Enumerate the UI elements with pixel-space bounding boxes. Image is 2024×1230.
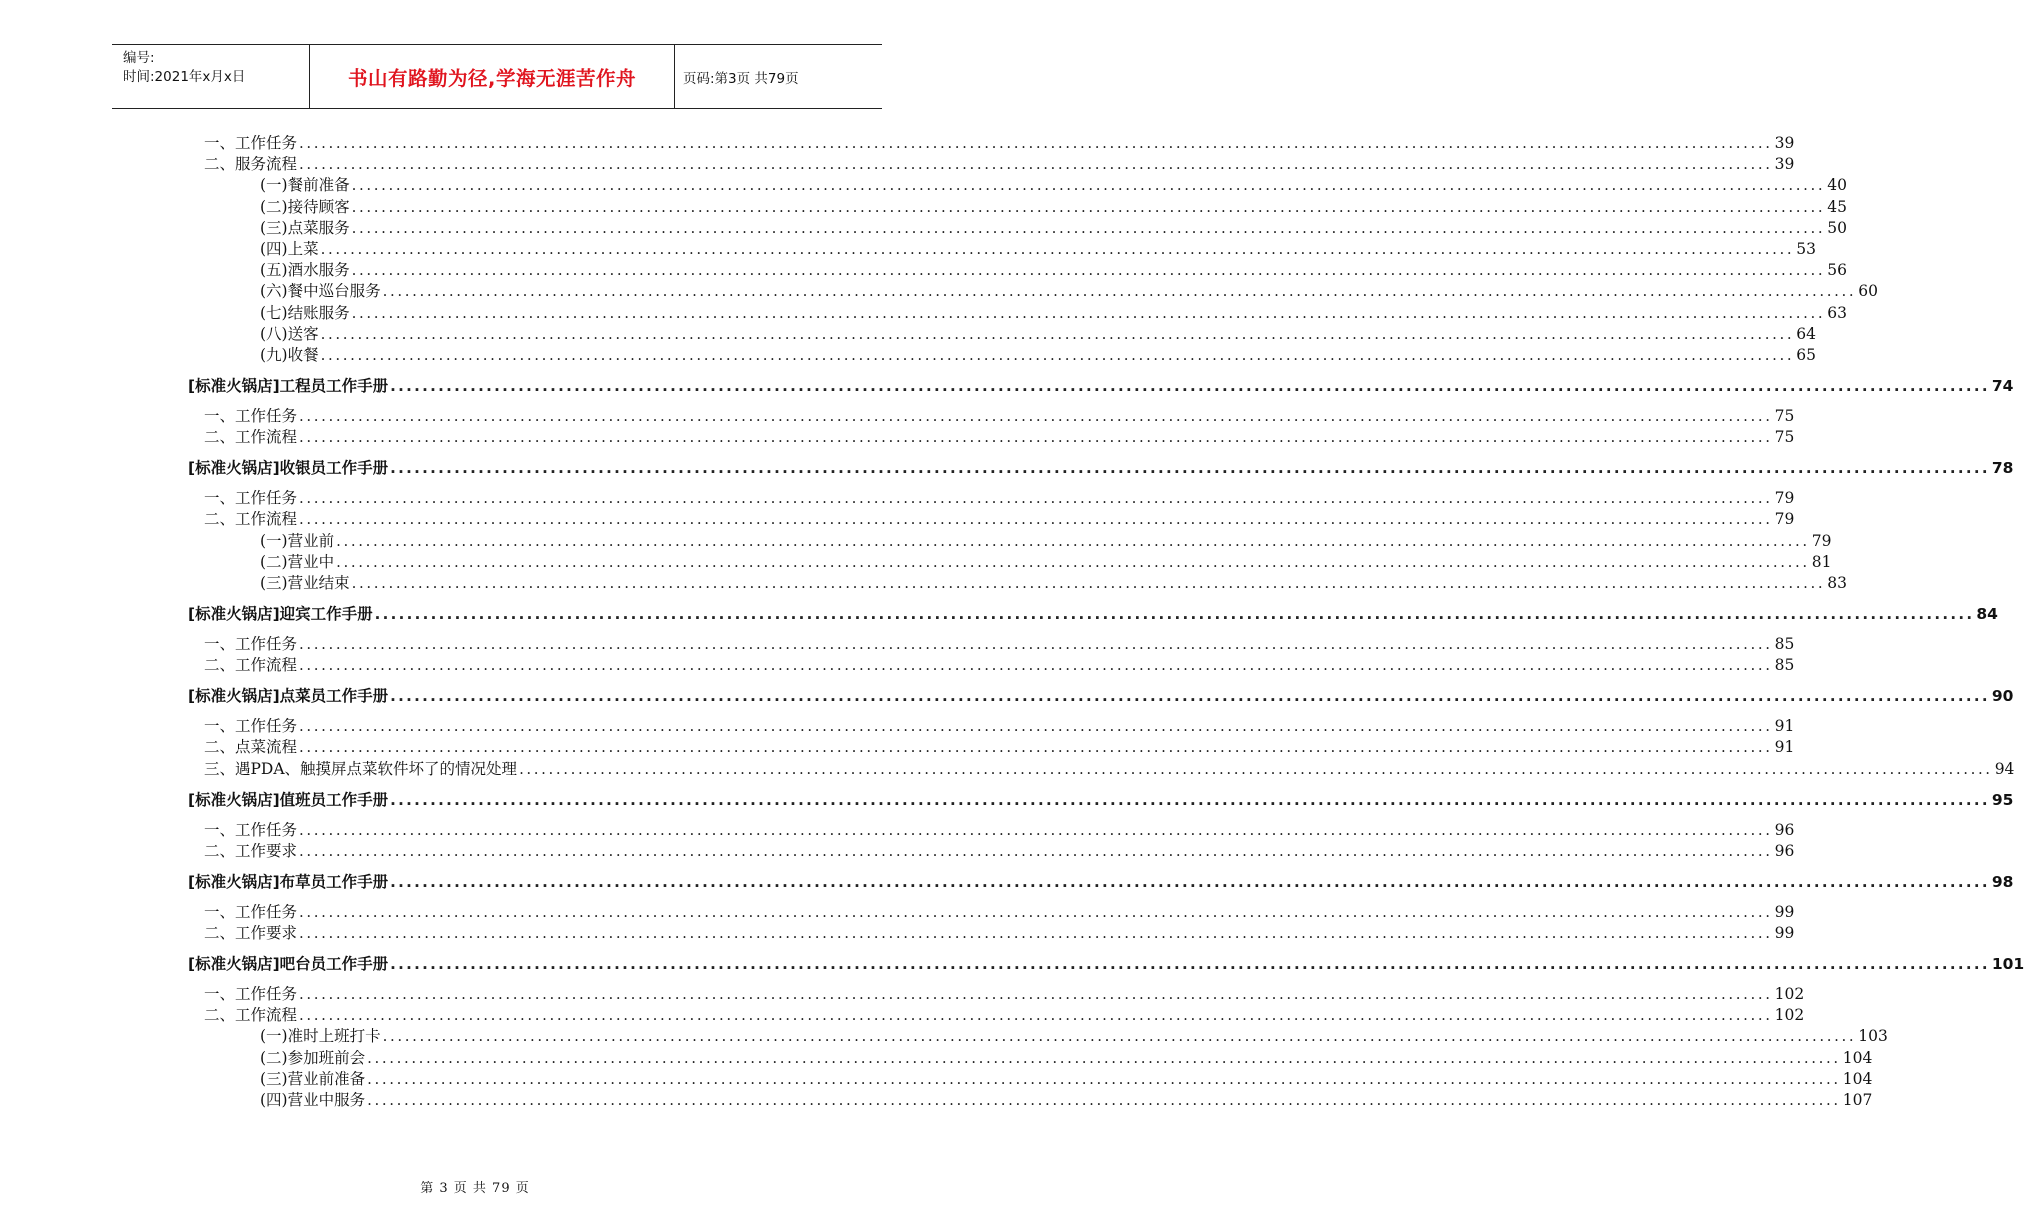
toc-section-entry[interactable] bbox=[188, 790, 2014, 810]
toc-entry[interactable] bbox=[204, 841, 1795, 861]
toc-entry-page: 99 bbox=[1774, 902, 1795, 921]
toc-entry-page: 96 bbox=[1774, 841, 1795, 860]
toc-leader-dots: ........................................................................................................................................................................................................ bbox=[299, 656, 1773, 675]
toc-leader-dots: ........................................................................................................................................................................................................ bbox=[390, 790, 1990, 809]
toc-entry-title: 一、工作任务 bbox=[204, 820, 298, 839]
toc-entry-page: 39 bbox=[1774, 155, 1795, 174]
toc-entry-page: 101 bbox=[1991, 955, 2024, 973]
toc-entry[interactable] bbox=[204, 655, 1795, 675]
toc-entry-title: (九)收餐 bbox=[260, 346, 319, 364]
toc-entry[interactable] bbox=[260, 303, 1847, 323]
toc-entry-title: (三)营业前准备 bbox=[260, 1069, 366, 1088]
toc-entry-page: 91 bbox=[1774, 717, 1795, 736]
toc-leader-dots: ........................................................................................................................................................................................................ bbox=[390, 687, 1990, 706]
toc-leader-dots: ........................................................................................................................................................................................................ bbox=[390, 459, 1990, 478]
toc-entry[interactable] bbox=[204, 759, 2015, 779]
toc-entry-title: (四)营业中服务 bbox=[260, 1091, 366, 1109]
toc-section-entry[interactable] bbox=[188, 376, 2014, 396]
toc-entry-title: 二、工作流程 bbox=[204, 1006, 298, 1025]
toc-entry-title: 一、工作任务 bbox=[204, 902, 298, 921]
toc-entry-page: 90 bbox=[1991, 687, 2014, 706]
toc-leader-dots: ........................................................................................................................................................................................................ bbox=[390, 377, 1990, 395]
toc-entry-page: 98 bbox=[1991, 872, 2014, 891]
toc-leader-dots: ........................................................................................................................................................................................................ bbox=[299, 985, 1773, 1003]
toc-entry-title: (三)点菜服务 bbox=[260, 218, 350, 237]
toc-leader-dots: ........................................................................................................................................................................................................ bbox=[299, 841, 1773, 860]
toc-entry-title: 一、工作任务 bbox=[204, 717, 298, 736]
toc-leader-dots: ........................................................................................................................................................................................................ bbox=[390, 955, 1990, 973]
toc-entry-title: (六)餐中巡台服务 bbox=[260, 282, 381, 301]
toc-entry[interactable] bbox=[204, 509, 1795, 529]
toc-entry-title: 二、点菜流程 bbox=[204, 738, 298, 757]
toc-leader-dots: ........................................................................................................................................................................................................ bbox=[351, 574, 1826, 592]
toc-entry-title: (四)上菜 bbox=[260, 240, 319, 258]
toc-leader-dots: ........................................................................................................................................................................................................ bbox=[299, 407, 1773, 425]
toc-entry-page: 104 bbox=[1842, 1069, 1873, 1088]
toc-entry-page: 39 bbox=[1774, 134, 1795, 152]
toc-entry-title: 二、工作要求 bbox=[204, 924, 298, 942]
toc-entry-page: 83 bbox=[1827, 574, 1847, 592]
toc-entry-page: 64 bbox=[1796, 324, 1816, 343]
toc-entry-page: 107 bbox=[1842, 1091, 1873, 1109]
page-footer: 第 3 页 共 79 页 bbox=[420, 1181, 530, 1196]
toc-entry-page: 50 bbox=[1827, 218, 1847, 237]
toc-entry-title: (一)营业前 bbox=[260, 531, 335, 550]
toc-entry-page: 102 bbox=[1774, 985, 1805, 1003]
toc-entry[interactable] bbox=[260, 345, 1816, 365]
toc-leader-dots: ........................................................................................................................................................................................................ bbox=[382, 1027, 1857, 1046]
toc-entry[interactable] bbox=[204, 427, 1795, 447]
toc-entry-title: 二、工作流程 bbox=[204, 510, 298, 529]
toc-entry-title: 一、工作任务 bbox=[204, 407, 298, 425]
toc-entry-page: 96 bbox=[1774, 820, 1795, 839]
toc-entry-page: 81 bbox=[1811, 552, 1832, 571]
toc-entry-page: 45 bbox=[1827, 197, 1847, 216]
toc-entry-title: (一)准时上班打卡 bbox=[260, 1027, 381, 1046]
toc-leader-dots: ........................................................................................................................................................................................................ bbox=[299, 489, 1773, 508]
page-header bbox=[112, 44, 882, 109]
toc-entry-title: 二、工作流程 bbox=[204, 428, 298, 447]
toc-entry-page: 104 bbox=[1842, 1048, 1873, 1067]
toc-leader-dots: ........................................................................................................................................................................................................ bbox=[299, 510, 1773, 529]
toc-entry-title: 二、工作要求 bbox=[204, 841, 298, 860]
toc-entry[interactable] bbox=[204, 488, 1795, 508]
toc-entry-page: 56 bbox=[1827, 261, 1847, 280]
toc-entry[interactable] bbox=[260, 1026, 1888, 1046]
toc-entry-page: 79 bbox=[1774, 510, 1795, 529]
toc-leader-dots: ........................................................................................................................................................................................................ bbox=[320, 324, 1795, 343]
toc-entry[interactable] bbox=[204, 820, 1795, 840]
toc-entry-title: 一、工作任务 bbox=[204, 134, 298, 152]
toc-entry[interactable] bbox=[260, 1090, 1873, 1110]
toc-leader-dots: ........................................................................................................................................................................................................ bbox=[299, 428, 1773, 447]
toc-entry-page: 94 bbox=[1994, 759, 2015, 778]
toc-entry-title: [标准火锅店]点菜员工作手册 bbox=[188, 687, 389, 706]
toc-section-entry[interactable] bbox=[188, 872, 2014, 892]
toc-entry[interactable] bbox=[204, 133, 1795, 153]
toc-entry-title: 一、工作任务 bbox=[204, 985, 298, 1003]
toc-entry[interactable] bbox=[204, 902, 1795, 922]
time-label: 时间:2021年x月x日 bbox=[123, 69, 246, 85]
toc-entry-page: 75 bbox=[1774, 428, 1795, 447]
toc-entry-page: 53 bbox=[1796, 240, 1816, 258]
toc-leader-dots: ........................................................................................................................................................................................................ bbox=[299, 1006, 1773, 1025]
toc-entry-title: (三)营业结束 bbox=[260, 574, 350, 592]
toc-entry-title: (七)结账服务 bbox=[260, 303, 350, 322]
number-label: 编号: bbox=[123, 50, 155, 66]
toc-entry-page: 65 bbox=[1796, 346, 1816, 364]
toc-entry-page: 103 bbox=[1858, 1027, 1888, 1046]
toc-entry[interactable] bbox=[260, 552, 1832, 572]
toc-entry-page: 63 bbox=[1827, 303, 1847, 322]
toc-leader-dots: ........................................................................................................................................................................................................ bbox=[320, 346, 1795, 364]
toc-leader-dots: ........................................................................................................................................................................................................ bbox=[382, 282, 1857, 301]
toc-leader-dots: ........................................................................................................................................................................................................ bbox=[351, 197, 1826, 216]
toc-entry-page: 74 bbox=[1991, 377, 2014, 395]
toc-entry-title: [标准火锅店]迎宾工作手册 bbox=[188, 605, 373, 623]
toc-leader-dots: ........................................................................................................................................................................................................ bbox=[367, 1069, 1841, 1088]
toc-entry-title: (一)餐前准备 bbox=[260, 176, 350, 195]
toc-leader-dots: ........................................................................................................................................................................................................ bbox=[299, 738, 1773, 757]
toc-entry-page: 99 bbox=[1774, 924, 1795, 942]
toc-entry[interactable] bbox=[260, 1069, 1873, 1089]
toc-entry-page: 85 bbox=[1774, 656, 1795, 675]
toc-leader-dots: ........................................................................................................................................................................................................ bbox=[367, 1091, 1841, 1109]
toc-entry-page: 60 bbox=[1858, 282, 1878, 301]
toc-entry-title: [标准火锅店]收银员工作手册 bbox=[188, 459, 389, 478]
toc-entry[interactable] bbox=[204, 923, 1795, 943]
toc-entry-page: 91 bbox=[1774, 738, 1795, 757]
toc-leader-dots: ........................................................................................................................................................................................................ bbox=[390, 872, 1990, 891]
toc-entry[interactable] bbox=[260, 324, 1816, 344]
toc-entry[interactable] bbox=[204, 154, 1795, 174]
toc-entry-title: 三、遇PDA、触摸屏点菜软件坏了的情况处理 bbox=[204, 759, 518, 778]
toc-entry[interactable] bbox=[260, 573, 1847, 593]
toc-section-entry[interactable] bbox=[188, 954, 2024, 974]
toc-entry-title: (二)接待顾客 bbox=[260, 197, 350, 216]
toc-entry-title: 二、工作流程 bbox=[204, 656, 298, 675]
toc-entry-title: [标准火锅店]布草员工作手册 bbox=[188, 872, 389, 891]
toc-entry[interactable] bbox=[260, 531, 1832, 551]
toc-section-entry[interactable] bbox=[188, 458, 2014, 478]
toc-leader-dots: ........................................................................................................................................................................................................ bbox=[299, 924, 1773, 942]
toc-entry-title: [标准火锅店]吧台员工作手册 bbox=[188, 955, 389, 973]
toc-leader-dots: ........................................................................................................................................................................................................ bbox=[299, 635, 1773, 653]
toc-entry[interactable] bbox=[260, 218, 1847, 238]
toc-entry-title: [标准火锅店]值班员工作手册 bbox=[188, 790, 389, 809]
toc-entry-page: 79 bbox=[1774, 489, 1795, 508]
toc-entry[interactable] bbox=[204, 737, 1795, 757]
toc-entry-page: 84 bbox=[1976, 605, 1998, 623]
toc-entry-title: (二)参加班前会 bbox=[260, 1048, 366, 1067]
toc-leader-dots: ........................................................................................................................................................................................................ bbox=[367, 1048, 1841, 1067]
toc-entry[interactable] bbox=[260, 260, 1847, 280]
toc-leader-dots: ........................................................................................................................................................................................................ bbox=[336, 531, 1810, 550]
toc-entry-page: 85 bbox=[1774, 635, 1795, 653]
toc-entry-page: 79 bbox=[1811, 531, 1832, 550]
toc-entry[interactable] bbox=[260, 239, 1816, 259]
toc-entry[interactable] bbox=[204, 406, 1795, 426]
toc-entry[interactable] bbox=[204, 716, 1795, 736]
toc-leader-dots: ........................................................................................................................................................................................................ bbox=[351, 261, 1826, 280]
toc-entry-page: 102 bbox=[1774, 1006, 1805, 1025]
toc-leader-dots: ........................................................................................................................................................................................................ bbox=[299, 902, 1773, 921]
toc-leader-dots: ........................................................................................................................................................................................................ bbox=[320, 240, 1795, 258]
header-page-label: 页码:第3页 共79页 bbox=[683, 70, 799, 87]
toc-entry-title: (五)酒水服务 bbox=[260, 261, 350, 280]
toc-entry[interactable] bbox=[204, 1005, 1805, 1025]
toc-entry-page: 40 bbox=[1827, 176, 1847, 195]
toc-leader-dots: ........................................................................................................................................................................................................ bbox=[351, 218, 1826, 237]
toc-leader-dots: ........................................................................................................................................................................................................ bbox=[519, 759, 1993, 778]
toc-leader-dots: ........................................................................................................................................................................................................ bbox=[299, 155, 1773, 174]
toc-entry-title: (八)送客 bbox=[260, 324, 319, 343]
toc-leader-dots: ........................................................................................................................................................................................................ bbox=[299, 717, 1773, 736]
header-motto: 书山有路勤为径,学海无涯苦作舟 bbox=[310, 45, 675, 108]
header-meta bbox=[112, 45, 310, 108]
toc-entry-title: 一、工作任务 bbox=[204, 489, 298, 508]
toc-leader-dots: ........................................................................................................................................................................................................ bbox=[299, 134, 1773, 152]
toc-entry[interactable] bbox=[260, 281, 1878, 301]
toc-leader-dots: ........................................................................................................................................................................................................ bbox=[336, 552, 1810, 571]
toc-entry-title: 二、服务流程 bbox=[204, 155, 298, 174]
toc-entry-page: 78 bbox=[1991, 459, 2014, 478]
toc-leader-dots: ........................................................................................................................................................................................................ bbox=[299, 820, 1773, 839]
toc-section-entry[interactable] bbox=[188, 686, 2014, 706]
toc-entry-title: 一、工作任务 bbox=[204, 635, 298, 653]
toc-leader-dots: ........................................................................................................................................................................................................ bbox=[351, 303, 1826, 322]
toc-entry[interactable] bbox=[260, 175, 1847, 195]
toc-entry[interactable] bbox=[204, 634, 1795, 654]
toc-entry[interactable] bbox=[204, 984, 1805, 1004]
toc-section-entry[interactable] bbox=[188, 604, 1998, 624]
toc-entry[interactable] bbox=[260, 197, 1847, 217]
toc-leader-dots: ........................................................................................................................................................................................................ bbox=[351, 176, 1826, 195]
toc-entry-page: 75 bbox=[1774, 407, 1795, 425]
toc-entry[interactable] bbox=[260, 1048, 1873, 1068]
toc-entry-title: (二)营业中 bbox=[260, 552, 335, 571]
toc-entry-title: [标准火锅店]工程员工作手册 bbox=[188, 377, 389, 395]
toc-leader-dots: ........................................................................................................................................................................................................ bbox=[374, 605, 1975, 623]
toc-entry-page: 95 bbox=[1991, 790, 2014, 809]
